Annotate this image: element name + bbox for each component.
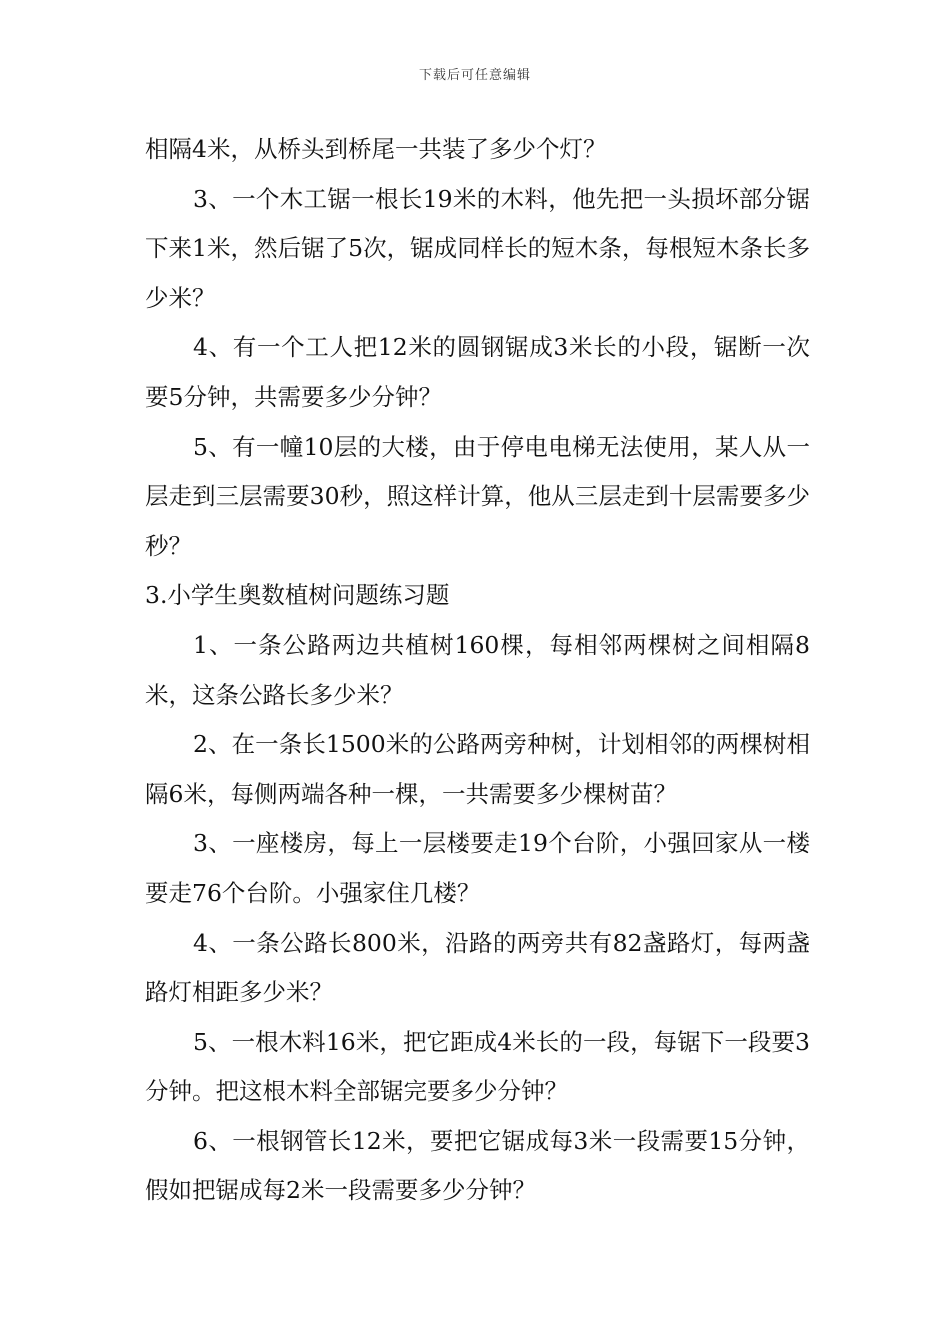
problem-paragraph: 2、在一条长1500米的公路两旁种树，计划相邻的两棵树相隔6米，每侧两端各种一棵，一共需要多少棵树苗？ [145, 730, 810, 808]
section-heading: 3.小学生奥数植树问题练习题 [145, 581, 450, 610]
problem-paragraph: 4、有一个工人把12米的圆钢锯成3米长的小段，锯断一次要5分钟，共需要多少分钟？ [145, 333, 810, 411]
problem-paragraph: 5、有一幢10层的大楼，由于停电电梯无法使用，某人从一层走到三层需要30秒，照这样计算，他从三层走到十层需要多少秒？ [145, 432, 810, 560]
document-body [145, 125, 810, 1216]
paragraph: 相隔4米，从桥头到桥尾一共装了多少个灯？ [145, 135, 607, 163]
problem-paragraph: 1、一条公路两边共植树160棵，每相邻两棵树之间相隔8米，这条公路长多少米？ [145, 630, 810, 709]
page-header: 下载后可任意编辑 [418, 68, 531, 83]
problem-paragraph: 3、一个木工锯一根长19米的木料，他先把一头损坏部分锯下来1米，然后锯了5次，锯成同样长的短木条，每根短木条长多少米？ [145, 184, 810, 312]
problem-paragraph: 6、一根钢管长12米，要把它锯成每3米一段需要15分钟，假如把锯成每2米一段需要多少分钟？ [145, 1126, 810, 1205]
problem-paragraph: 4、一条公路长800米，沿路的两旁共有82盏路灯，每两盏路灯相距多少米？ [145, 928, 810, 1007]
problem-paragraph: 3、一座楼房，每上一层楼要走19个台阶，小强回家从一楼要走76个台阶。小强家住几楼？ [145, 829, 810, 907]
problem-paragraph: 5、一根木料16米，把它距成4米长的一段，每锯下一段要3分钟。把这根木料全部锯完要多少分钟？ [145, 1027, 810, 1106]
